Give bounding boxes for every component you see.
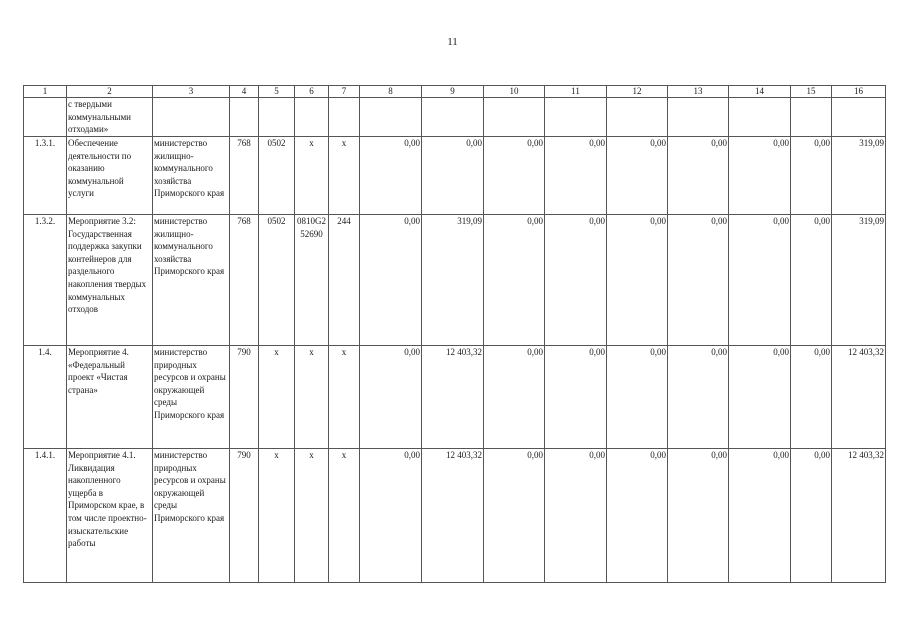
amount-col-11 [545,98,607,137]
amount-col-14: 0,00 [729,137,791,215]
target-article-code: 0810G2 52690 [295,215,329,346]
section-code: 0502 [259,215,295,346]
column-header-12: 12 [607,86,668,98]
executor: министерство природных ресурсов и охраны окружающей среды Приморского края [153,346,230,449]
amount-col-9: 12 403,32 [422,449,484,583]
page-number: 11 [447,36,458,48]
amount-col-9 [422,98,484,137]
table-row [24,137,886,215]
amount-col-8: 0,00 [360,346,422,449]
row-number: 1.3.2. [24,215,67,346]
expense-type-code: х [329,449,360,583]
amount-col-15 [791,98,832,137]
budget-code: 790 [230,346,259,449]
table-header [24,86,886,98]
column-header-1: 1 [24,86,67,98]
column-header-2: 2 [67,86,153,98]
amount-col-8: 0,00 [360,215,422,346]
amount-col-16: 12 403,32 [832,449,886,583]
amount-col-14: 0,00 [729,215,791,346]
measure-name: с твердыми коммунальными отходами» [67,98,153,137]
amount-col-16: 319,09 [832,137,886,215]
amount-col-10: 0,00 [484,449,545,583]
amount-col-11: 0,00 [545,137,607,215]
expense-type-code [329,98,360,137]
section-code: х [259,449,295,583]
amount-col-11: 0,00 [545,215,607,346]
section-code [259,98,295,137]
amount-col-14: 0,00 [729,449,791,583]
amount-col-12: 0,00 [607,137,668,215]
amount-col-15: 0,00 [791,449,832,583]
column-header-6: 6 [295,86,329,98]
measure-name: Мероприятие 4. «Федеральный проект «Чистая страна» [67,346,153,449]
column-header-9: 9 [422,86,484,98]
column-header-10: 10 [484,86,545,98]
budget-code: 768 [230,137,259,215]
amount-col-10: 0,00 [484,137,545,215]
amount-col-15: 0,00 [791,137,832,215]
amount-col-8 [360,98,422,137]
executor [153,98,230,137]
column-header-14: 14 [729,86,791,98]
amount-col-9: 319,09 [422,215,484,346]
executor: министерство жилищно-коммунального хозяйства Приморского края [153,215,230,346]
target-article-code: х [295,346,329,449]
amount-col-14 [729,98,791,137]
column-header-16: 16 [832,86,886,98]
table-row [24,346,886,449]
table-row [24,215,886,346]
amount-col-13 [668,98,729,137]
amount-col-12: 0,00 [607,449,668,583]
table-row [24,449,886,583]
budget-code: 768 [230,215,259,346]
amount-col-11: 0,00 [545,346,607,449]
amount-col-13: 0,00 [668,346,729,449]
target-article-code: х [295,137,329,215]
row-number: 1.3.1. [24,137,67,215]
amount-col-12: 0,00 [607,346,668,449]
measure-name: Мероприятие 4.1. Ликвидация накопленного ущерба в Приморском крае, в том числе проектно-изыскательские работы [67,449,153,583]
amount-col-13: 0,00 [668,137,729,215]
amount-col-15: 0,00 [791,346,832,449]
amount-col-10 [484,98,545,137]
amount-col-10: 0,00 [484,346,545,449]
column-header-3: 3 [153,86,230,98]
amount-col-14: 0,00 [729,346,791,449]
target-article-code [295,98,329,137]
table-body [24,98,886,583]
amount-col-13: 0,00 [668,215,729,346]
amount-col-16: 12 403,32 [832,346,886,449]
target-article-code: х [295,449,329,583]
amount-col-16 [832,98,886,137]
column-header-7: 7 [329,86,360,98]
section-code: 0502 [259,137,295,215]
amount-col-12: 0,00 [607,215,668,346]
executor: министерство природных ресурсов и охраны окружающей среды Приморского края [153,449,230,583]
column-header-13: 13 [668,86,729,98]
row-number: 1.4. [24,346,67,449]
column-header-11: 11 [545,86,607,98]
budget-code: 790 [230,449,259,583]
expense-type-code: х [329,137,360,215]
row-number: 1.4.1. [24,449,67,583]
expense-type-code: х [329,346,360,449]
amount-col-8: 0,00 [360,449,422,583]
amount-col-10: 0,00 [484,215,545,346]
amount-col-15: 0,00 [791,215,832,346]
column-header-5: 5 [259,86,295,98]
amount-col-8: 0,00 [360,137,422,215]
amount-col-16: 319,09 [832,215,886,346]
column-header-8: 8 [360,86,422,98]
row-number [24,98,67,137]
header-row [24,86,886,98]
amount-col-12 [607,98,668,137]
measure-name: Мероприятие 3.2: Государственная поддержка закупки контейнеров для раздельного накопления твердых коммунальных отходов [67,215,153,346]
amount-col-9: 12 403,32 [422,346,484,449]
column-header-15: 15 [791,86,832,98]
measure-name: Обеспечение деятельности по оказанию коммунальной услуги [67,137,153,215]
table-row [24,98,886,137]
column-header-4: 4 [230,86,259,98]
budget-code [230,98,259,137]
amount-col-11: 0,00 [545,449,607,583]
executor: министерство жилищно-коммунального хозяйства Приморского края [153,137,230,215]
amount-col-13: 0,00 [668,449,729,583]
expense-type-code: 244 [329,215,360,346]
budget-table [23,85,886,583]
amount-col-9: 0,00 [422,137,484,215]
section-code: х [259,346,295,449]
